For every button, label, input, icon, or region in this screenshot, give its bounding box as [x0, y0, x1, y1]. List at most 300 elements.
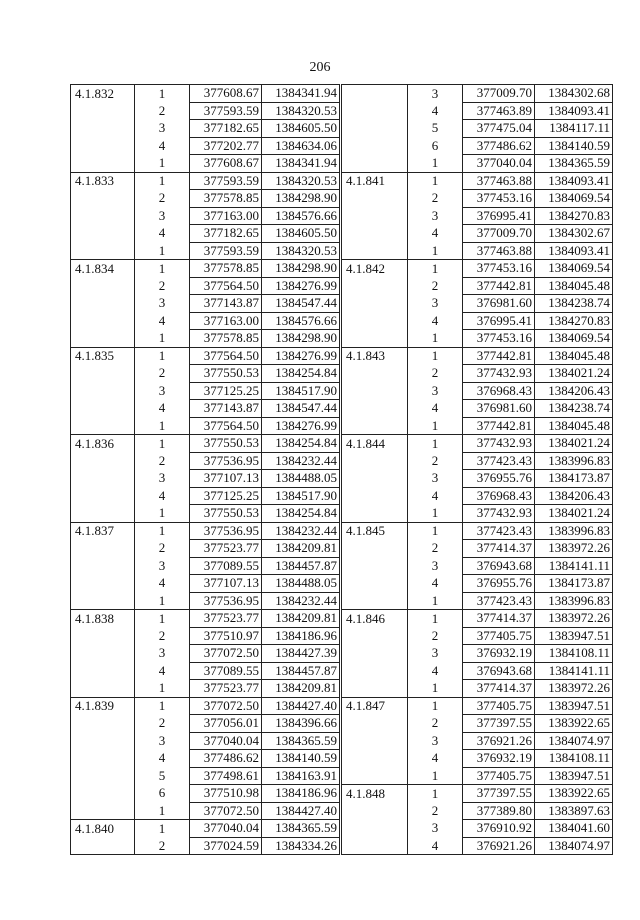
- page-number: 206: [309, 60, 331, 75]
- x-coordinate-cell: 377475.04: [463, 120, 535, 138]
- x-coordinate-cell: 377523.77: [190, 610, 262, 628]
- y-coordinate-cell: 1384270.83: [535, 312, 613, 330]
- point-number-cell: 1: [135, 610, 190, 628]
- point-number-cell: 3: [408, 207, 463, 225]
- plot-id-cell: [342, 627, 408, 645]
- table-row: [71, 837, 340, 855]
- table-row: [342, 470, 613, 488]
- y-coordinate-cell: 1384232.44: [262, 592, 340, 610]
- plot-id-cell: [71, 452, 135, 470]
- plot-id-cell: 4.1.847: [342, 697, 408, 715]
- point-number-cell: 5: [135, 767, 190, 785]
- point-number-cell: 1: [135, 155, 190, 173]
- table-row: [71, 85, 340, 103]
- plot-id-cell: [71, 715, 135, 733]
- y-coordinate-cell: 1384547.44: [262, 400, 340, 418]
- x-coordinate-cell: 377536.95: [190, 452, 262, 470]
- y-coordinate-cell: 1383897.63: [535, 802, 613, 820]
- plot-id-cell: [342, 242, 408, 260]
- y-coordinate-cell: 1384270.83: [535, 207, 613, 225]
- y-coordinate-cell: 1384457.87: [262, 662, 340, 680]
- x-coordinate-cell: 377564.50: [190, 277, 262, 295]
- y-coordinate-cell: 1384605.50: [262, 225, 340, 243]
- x-coordinate-cell: 377523.77: [190, 540, 262, 558]
- x-coordinate-cell: 376921.26: [463, 837, 535, 855]
- table-row: [342, 190, 613, 208]
- table-row: [342, 207, 613, 225]
- table-row: [71, 137, 340, 155]
- plot-id-cell: [342, 452, 408, 470]
- point-number-cell: 1: [408, 767, 463, 785]
- point-number-cell: 2: [135, 715, 190, 733]
- table-row: [342, 715, 613, 733]
- plot-id-cell: [71, 627, 135, 645]
- x-coordinate-cell: 377107.13: [190, 470, 262, 488]
- table-row: [71, 522, 340, 540]
- plot-id-cell: [71, 137, 135, 155]
- table-row: [71, 732, 340, 750]
- x-coordinate-cell: 377040.04: [190, 820, 262, 838]
- table-row: [71, 155, 340, 173]
- x-coordinate-cell: 377009.70: [463, 85, 535, 103]
- table-row: [342, 365, 613, 383]
- x-coordinate-cell: 377578.85: [190, 260, 262, 278]
- table-row: [71, 680, 340, 698]
- table-row: [71, 277, 340, 295]
- plot-id-cell: [342, 592, 408, 610]
- point-number-cell: 2: [408, 365, 463, 383]
- y-coordinate-cell: 1384108.11: [535, 645, 613, 663]
- table-row: [342, 820, 613, 838]
- table-row: [342, 837, 613, 855]
- plot-id-cell: [342, 295, 408, 313]
- table-row: [71, 207, 340, 225]
- table-row: [71, 102, 340, 120]
- table-row: [71, 505, 340, 523]
- x-coordinate-cell: 377453.16: [463, 260, 535, 278]
- x-coordinate-cell: 377423.43: [463, 592, 535, 610]
- y-coordinate-cell: 1384634.06: [262, 137, 340, 155]
- table-row: [71, 190, 340, 208]
- table-row: [342, 487, 613, 505]
- table-row: [342, 732, 613, 750]
- table-row: [71, 575, 340, 593]
- x-coordinate-cell: 377564.50: [190, 417, 262, 435]
- x-coordinate-cell: 377608.67: [190, 155, 262, 173]
- point-number-cell: 3: [135, 295, 190, 313]
- x-coordinate-cell: 377608.67: [190, 85, 262, 103]
- x-coordinate-cell: 377182.65: [190, 225, 262, 243]
- table-row: [71, 172, 340, 190]
- point-number-cell: 3: [408, 382, 463, 400]
- point-number-cell: 3: [135, 645, 190, 663]
- y-coordinate-cell: 1384276.99: [262, 417, 340, 435]
- y-coordinate-cell: 1384209.81: [262, 610, 340, 628]
- table-row: [342, 785, 613, 803]
- table-row: [342, 505, 613, 523]
- point-number-cell: 4: [135, 575, 190, 593]
- y-coordinate-cell: 1384517.90: [262, 487, 340, 505]
- point-number-cell: 1: [408, 172, 463, 190]
- point-number-cell: 1: [135, 802, 190, 820]
- plot-id-cell: 4.1.835: [71, 347, 135, 365]
- x-coordinate-cell: 376943.68: [463, 662, 535, 680]
- plot-id-cell: [71, 470, 135, 488]
- point-number-cell: 2: [135, 627, 190, 645]
- point-number-cell: 2: [135, 452, 190, 470]
- point-number-cell: 2: [408, 277, 463, 295]
- plot-id-cell: [342, 820, 408, 838]
- plot-id-cell: [342, 137, 408, 155]
- y-coordinate-cell: 1384173.87: [535, 470, 613, 488]
- x-coordinate-cell: 377463.89: [463, 102, 535, 120]
- point-number-cell: 1: [408, 505, 463, 523]
- y-coordinate-cell: 1384141.11: [535, 662, 613, 680]
- y-coordinate-cell: 1384041.60: [535, 820, 613, 838]
- y-coordinate-cell: 1384576.66: [262, 207, 340, 225]
- point-number-cell: 4: [135, 662, 190, 680]
- point-number-cell: 3: [408, 557, 463, 575]
- point-number-cell: 1: [408, 260, 463, 278]
- table-row: [71, 662, 340, 680]
- y-coordinate-cell: 1383922.65: [535, 715, 613, 733]
- x-coordinate-cell: 377040.04: [190, 732, 262, 750]
- point-number-cell: 4: [135, 487, 190, 505]
- table-row: [342, 522, 613, 540]
- point-number-cell: 4: [135, 312, 190, 330]
- x-coordinate-cell: 377397.55: [463, 715, 535, 733]
- table-row: [342, 697, 613, 715]
- table-row: [342, 557, 613, 575]
- x-coordinate-cell: 377510.97: [190, 627, 262, 645]
- point-number-cell: 3: [135, 470, 190, 488]
- point-number-cell: 1: [408, 242, 463, 260]
- y-coordinate-cell: 1384021.24: [535, 505, 613, 523]
- table-row: [71, 347, 340, 365]
- table-row: [342, 102, 613, 120]
- x-coordinate-cell: 377593.59: [190, 102, 262, 120]
- plot-id-cell: 4.1.839: [71, 697, 135, 715]
- y-coordinate-cell: 1384209.81: [262, 540, 340, 558]
- point-number-cell: 4: [135, 400, 190, 418]
- y-coordinate-cell: 1384320.53: [262, 242, 340, 260]
- y-coordinate-cell: 1384365.59: [262, 820, 340, 838]
- plot-id-cell: [71, 785, 135, 803]
- x-coordinate-cell: 377550.53: [190, 505, 262, 523]
- x-coordinate-cell: 377536.95: [190, 592, 262, 610]
- x-coordinate-cell: 377414.37: [463, 680, 535, 698]
- plot-id-cell: 4.1.841: [342, 172, 408, 190]
- plot-id-cell: [342, 540, 408, 558]
- x-coordinate-cell: 376932.19: [463, 750, 535, 768]
- x-coordinate-cell: 377463.88: [463, 172, 535, 190]
- x-coordinate-cell: 377523.77: [190, 680, 262, 698]
- x-coordinate-cell: 376932.19: [463, 645, 535, 663]
- x-coordinate-cell: 376981.60: [463, 400, 535, 418]
- table-row: [71, 382, 340, 400]
- point-number-cell: 1: [135, 330, 190, 348]
- y-coordinate-cell: 1384488.05: [262, 575, 340, 593]
- table-row: [342, 417, 613, 435]
- plot-id-cell: [71, 750, 135, 768]
- table-row: [342, 225, 613, 243]
- table-row: [342, 662, 613, 680]
- x-coordinate-cell: 377072.50: [190, 802, 262, 820]
- plot-id-cell: [342, 715, 408, 733]
- y-coordinate-cell: 1384605.50: [262, 120, 340, 138]
- point-number-cell: 2: [408, 540, 463, 558]
- x-coordinate-cell: 377143.87: [190, 295, 262, 313]
- y-coordinate-cell: 1383996.83: [535, 452, 613, 470]
- table-row: [342, 155, 613, 173]
- point-number-cell: 1: [408, 697, 463, 715]
- table-row: [71, 540, 340, 558]
- plot-id-cell: [71, 330, 135, 348]
- point-number-cell: 1: [135, 697, 190, 715]
- table-row: [71, 820, 340, 838]
- coordinates-table-left: [70, 84, 340, 855]
- point-number-cell: 3: [135, 557, 190, 575]
- table-row: [342, 680, 613, 698]
- table-row: [71, 697, 340, 715]
- plot-id-cell: [71, 225, 135, 243]
- x-coordinate-cell: 377486.62: [190, 750, 262, 768]
- y-coordinate-cell: 1384232.44: [262, 452, 340, 470]
- y-coordinate-cell: 1384117.11: [535, 120, 613, 138]
- y-coordinate-cell: 1384334.26: [262, 837, 340, 855]
- point-number-cell: 2: [135, 540, 190, 558]
- plot-id-cell: [71, 207, 135, 225]
- point-number-cell: 1: [135, 435, 190, 453]
- y-coordinate-cell: 1384276.99: [262, 347, 340, 365]
- y-coordinate-cell: 1383972.26: [535, 680, 613, 698]
- y-coordinate-cell: 1383996.83: [535, 522, 613, 540]
- x-coordinate-cell: 377405.75: [463, 767, 535, 785]
- x-coordinate-cell: 377442.81: [463, 417, 535, 435]
- x-coordinate-cell: 377442.81: [463, 347, 535, 365]
- point-number-cell: 1: [135, 820, 190, 838]
- point-number-cell: 2: [408, 627, 463, 645]
- x-coordinate-cell: 377089.55: [190, 557, 262, 575]
- plot-id-cell: [71, 400, 135, 418]
- x-coordinate-cell: 377056.01: [190, 715, 262, 733]
- y-coordinate-cell: 1384254.84: [262, 435, 340, 453]
- plot-id-cell: [342, 645, 408, 663]
- x-coordinate-cell: 377578.85: [190, 330, 262, 348]
- plot-id-cell: [71, 155, 135, 173]
- plot-id-cell: 4.1.836: [71, 435, 135, 453]
- plot-id-cell: [342, 487, 408, 505]
- plot-id-cell: [342, 190, 408, 208]
- x-coordinate-cell: 377125.25: [190, 487, 262, 505]
- y-coordinate-cell: 1384298.90: [262, 330, 340, 348]
- x-coordinate-cell: 376995.41: [463, 312, 535, 330]
- point-number-cell: 1: [135, 417, 190, 435]
- table-row: [71, 120, 340, 138]
- table-row: [342, 120, 613, 138]
- x-coordinate-cell: 377089.55: [190, 662, 262, 680]
- y-coordinate-cell: 1384093.41: [535, 172, 613, 190]
- y-coordinate-cell: 1384163.91: [262, 767, 340, 785]
- plot-id-cell: [342, 802, 408, 820]
- plot-id-cell: [71, 417, 135, 435]
- plot-id-cell: [342, 470, 408, 488]
- point-number-cell: 3: [408, 295, 463, 313]
- x-coordinate-cell: 377593.59: [190, 172, 262, 190]
- y-coordinate-cell: 1384488.05: [262, 470, 340, 488]
- point-number-cell: 3: [408, 470, 463, 488]
- x-coordinate-cell: 377442.81: [463, 277, 535, 295]
- plot-id-cell: [342, 575, 408, 593]
- table-row: [342, 592, 613, 610]
- point-number-cell: 4: [408, 102, 463, 120]
- plot-id-cell: 4.1.832: [71, 85, 135, 103]
- table-row: [71, 610, 340, 628]
- table-row: [71, 260, 340, 278]
- y-coordinate-cell: 1384232.44: [262, 522, 340, 540]
- y-coordinate-cell: 1384517.90: [262, 382, 340, 400]
- plot-id-cell: [342, 505, 408, 523]
- table-row: [342, 452, 613, 470]
- plot-id-cell: [342, 750, 408, 768]
- plot-id-cell: [342, 312, 408, 330]
- point-number-cell: 2: [408, 452, 463, 470]
- plot-id-cell: [342, 382, 408, 400]
- plot-id-cell: [71, 557, 135, 575]
- table-row: [71, 225, 340, 243]
- y-coordinate-cell: 1384341.94: [262, 155, 340, 173]
- y-coordinate-cell: 1384547.44: [262, 295, 340, 313]
- plot-id-cell: [342, 767, 408, 785]
- table-row: [342, 382, 613, 400]
- table-row: [342, 610, 613, 628]
- point-number-cell: 3: [135, 382, 190, 400]
- x-coordinate-cell: 377432.93: [463, 435, 535, 453]
- x-coordinate-cell: 376955.76: [463, 470, 535, 488]
- x-coordinate-cell: 377405.75: [463, 627, 535, 645]
- x-coordinate-cell: 377202.77: [190, 137, 262, 155]
- table-row: [342, 295, 613, 313]
- table-row: [342, 767, 613, 785]
- y-coordinate-cell: 1384069.54: [535, 190, 613, 208]
- plot-id-cell: 4.1.837: [71, 522, 135, 540]
- x-coordinate-cell: 376968.43: [463, 487, 535, 505]
- table-row: [71, 645, 340, 663]
- plot-id-cell: [342, 277, 408, 295]
- plot-id-cell: [342, 225, 408, 243]
- plot-id-cell: [342, 557, 408, 575]
- point-number-cell: 3: [408, 645, 463, 663]
- y-coordinate-cell: 1384302.67: [535, 225, 613, 243]
- plot-id-cell: [71, 190, 135, 208]
- y-coordinate-cell: 1384074.97: [535, 837, 613, 855]
- plot-id-cell: [342, 680, 408, 698]
- x-coordinate-cell: 377389.80: [463, 802, 535, 820]
- point-number-cell: 2: [135, 365, 190, 383]
- table-row: [71, 487, 340, 505]
- x-coordinate-cell: 376910.92: [463, 820, 535, 838]
- point-number-cell: 4: [408, 575, 463, 593]
- point-number-cell: 1: [135, 505, 190, 523]
- y-coordinate-cell: 1384238.74: [535, 295, 613, 313]
- y-coordinate-cell: 1384074.97: [535, 732, 613, 750]
- plot-id-cell: 4.1.833: [71, 172, 135, 190]
- plot-id-cell: [71, 645, 135, 663]
- y-coordinate-cell: 1384108.11: [535, 750, 613, 768]
- x-coordinate-cell: 377498.61: [190, 767, 262, 785]
- x-coordinate-cell: 377453.16: [463, 330, 535, 348]
- x-coordinate-cell: 377550.53: [190, 435, 262, 453]
- y-coordinate-cell: 1384093.41: [535, 102, 613, 120]
- plot-id-cell: [71, 592, 135, 610]
- x-coordinate-cell: 377163.00: [190, 312, 262, 330]
- plot-id-cell: 4.1.834: [71, 260, 135, 278]
- point-number-cell: 1: [135, 242, 190, 260]
- plot-id-cell: 4.1.842: [342, 260, 408, 278]
- x-coordinate-cell: 377072.50: [190, 645, 262, 663]
- plot-id-cell: [342, 732, 408, 750]
- point-number-cell: 1: [408, 592, 463, 610]
- plot-id-cell: 4.1.840: [71, 820, 135, 838]
- coordinates-table-right: [341, 84, 613, 855]
- plot-id-cell: [71, 837, 135, 855]
- x-coordinate-cell: 376981.60: [463, 295, 535, 313]
- y-coordinate-cell: 1384206.43: [535, 487, 613, 505]
- y-coordinate-cell: 1384576.66: [262, 312, 340, 330]
- x-coordinate-cell: 377486.62: [463, 137, 535, 155]
- x-coordinate-cell: 377432.93: [463, 505, 535, 523]
- table-row: [71, 592, 340, 610]
- plot-id-cell: [71, 540, 135, 558]
- plot-id-cell: [71, 242, 135, 260]
- plot-id-cell: 4.1.843: [342, 347, 408, 365]
- y-coordinate-cell: 1384320.53: [262, 172, 340, 190]
- point-number-cell: 3: [135, 207, 190, 225]
- point-number-cell: 1: [135, 680, 190, 698]
- plot-id-cell: [342, 102, 408, 120]
- table-row: [71, 242, 340, 260]
- x-coordinate-cell: 377182.65: [190, 120, 262, 138]
- point-number-cell: 2: [408, 715, 463, 733]
- table-row: [71, 365, 340, 383]
- table-row: [71, 767, 340, 785]
- table-row: [342, 645, 613, 663]
- plot-id-cell: [71, 312, 135, 330]
- table-row: [71, 785, 340, 803]
- table-row: [342, 540, 613, 558]
- y-coordinate-cell: 1384141.11: [535, 557, 613, 575]
- y-coordinate-cell: 1384457.87: [262, 557, 340, 575]
- y-coordinate-cell: 1384140.59: [535, 137, 613, 155]
- table-row: [71, 417, 340, 435]
- plot-id-cell: [71, 102, 135, 120]
- y-coordinate-cell: 1384254.84: [262, 365, 340, 383]
- table-row: [342, 750, 613, 768]
- y-coordinate-cell: 1384341.94: [262, 85, 340, 103]
- table-row: [71, 750, 340, 768]
- table-row: [71, 312, 340, 330]
- point-number-cell: 2: [408, 802, 463, 820]
- plot-id-cell: [342, 837, 408, 855]
- y-coordinate-cell: 1384427.39: [262, 645, 340, 663]
- table-row: [342, 312, 613, 330]
- point-number-cell: 4: [408, 400, 463, 418]
- table-row: [71, 452, 340, 470]
- y-coordinate-cell: 1384206.43: [535, 382, 613, 400]
- table-row: [71, 295, 340, 313]
- x-coordinate-cell: 377578.85: [190, 190, 262, 208]
- point-number-cell: 1: [135, 260, 190, 278]
